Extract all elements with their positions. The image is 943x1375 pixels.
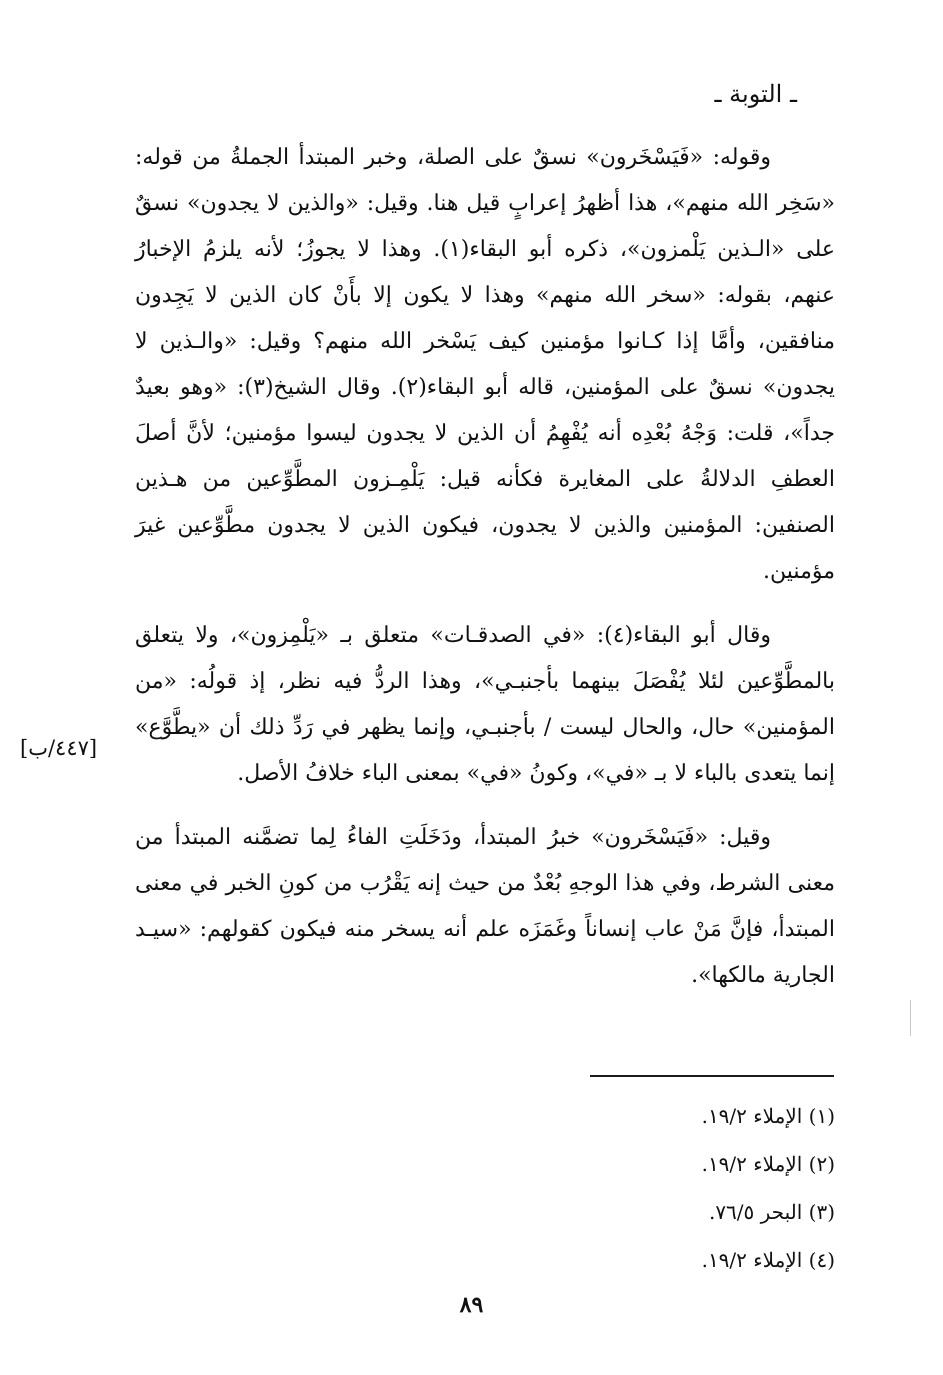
footnote-separator <box>590 1075 834 1077</box>
margin-mark <box>910 1000 911 1036</box>
paragraph-3: وقيل: «فَيَسْخَرون» خبرُ المبتدأ، ودَخَلَتِ الفاءُ لِما تضمَّنه المبتدأ من معنى الشرط، وفي هذا الوجهِ بُعْدٌ من حيث إنه يَقْرُب من كونِ الخبر في معنى المبتدأ، فإنَّ مَنْ عاب إنساناً وغَمَزَه علم أنه يسخر منه فيكون كقولهم: «سيـد الجارية مالكها». <box>135 825 835 988</box>
footnote-3: (٣) البحر ٧٦/٥. <box>708 1200 835 1224</box>
manuscript-folio-note: [٤٤٧/ب] <box>20 736 98 760</box>
footnote-2: (٢) الإملاء ١٩/٢. <box>701 1152 835 1176</box>
paragraph-1: وقوله: «فَيَسْخَرون» نسقٌ على الصلة، وخبر المبتدأ الجملةُ من قوله: «سَخِر الله منهم»، هذا أظهرُ إعرابٍ قيل هنا. وقيل: «والذين لا يجدون» نسقٌ على «الـذين يَلْمزون»، ذكره أبو البقاء(١). وهذا لا يجوزُ؛ لأنه يلزمُ الإخبارُ عنهم، بقوله: «سخر الله منهم» وهذا لا يكون إلا بأَنْ كان الذين لا يَجِدون منافقين، وأمَّا إذا كـانوا مؤمنين كيف يَسْخر الله منهم؟ وقيل: «والـذين لا يجدون» نسقٌ على المؤمنين، قاله أبو البقاء(٢). وقال الشيخ(٣): «وهو بعيدٌ جداً»، قلت: وَجْهُ بُعْدِه أنه يُفْهِمُ أن الذين لا يجدون ليسوا مؤمنين؛ لأنَّ أصلَ العطفِ الدلالةُ على المغايرة فكأنه قيل: يَلْمِـزون المطَّوِّعين من هـذين الصنفين: المؤمنين والذين لا يجدون، فيكون الذين لا يجدون مطَّوِّعين غيرَ مؤمنين. <box>135 145 835 584</box>
paragraph-2: وقال أبو البقاء(٤): «في الصدقـات» متعلق بـ «يَلْمِزون»، ولا يتعلق بالمطَّوِّعين لئلا يُفْصَلَ بينهما بأجنبـي»، وهذا الردُّ فيه نظر، إذ قولُه: «من المؤمنين» حال، والحال ليست / بأجنبـي، وإنما يظهر في رَدِّ ذلك أن «يطَّوَّع» إنما يتعدى بالباء لا بـ «في»، وكونُ «في» بمعنى الباء خلافُ الأصل. <box>135 623 835 786</box>
footnotes <box>702 1092 835 1284</box>
running-header: ـ التوبة ـ <box>714 80 797 108</box>
page-number: ٨٩ <box>459 1292 484 1318</box>
footnote-4: (٤) الإملاء ١٩/٢. <box>701 1248 835 1272</box>
main-text <box>135 135 835 999</box>
footnote-1: (١) الإملاء ١٩/٢. <box>701 1104 835 1128</box>
